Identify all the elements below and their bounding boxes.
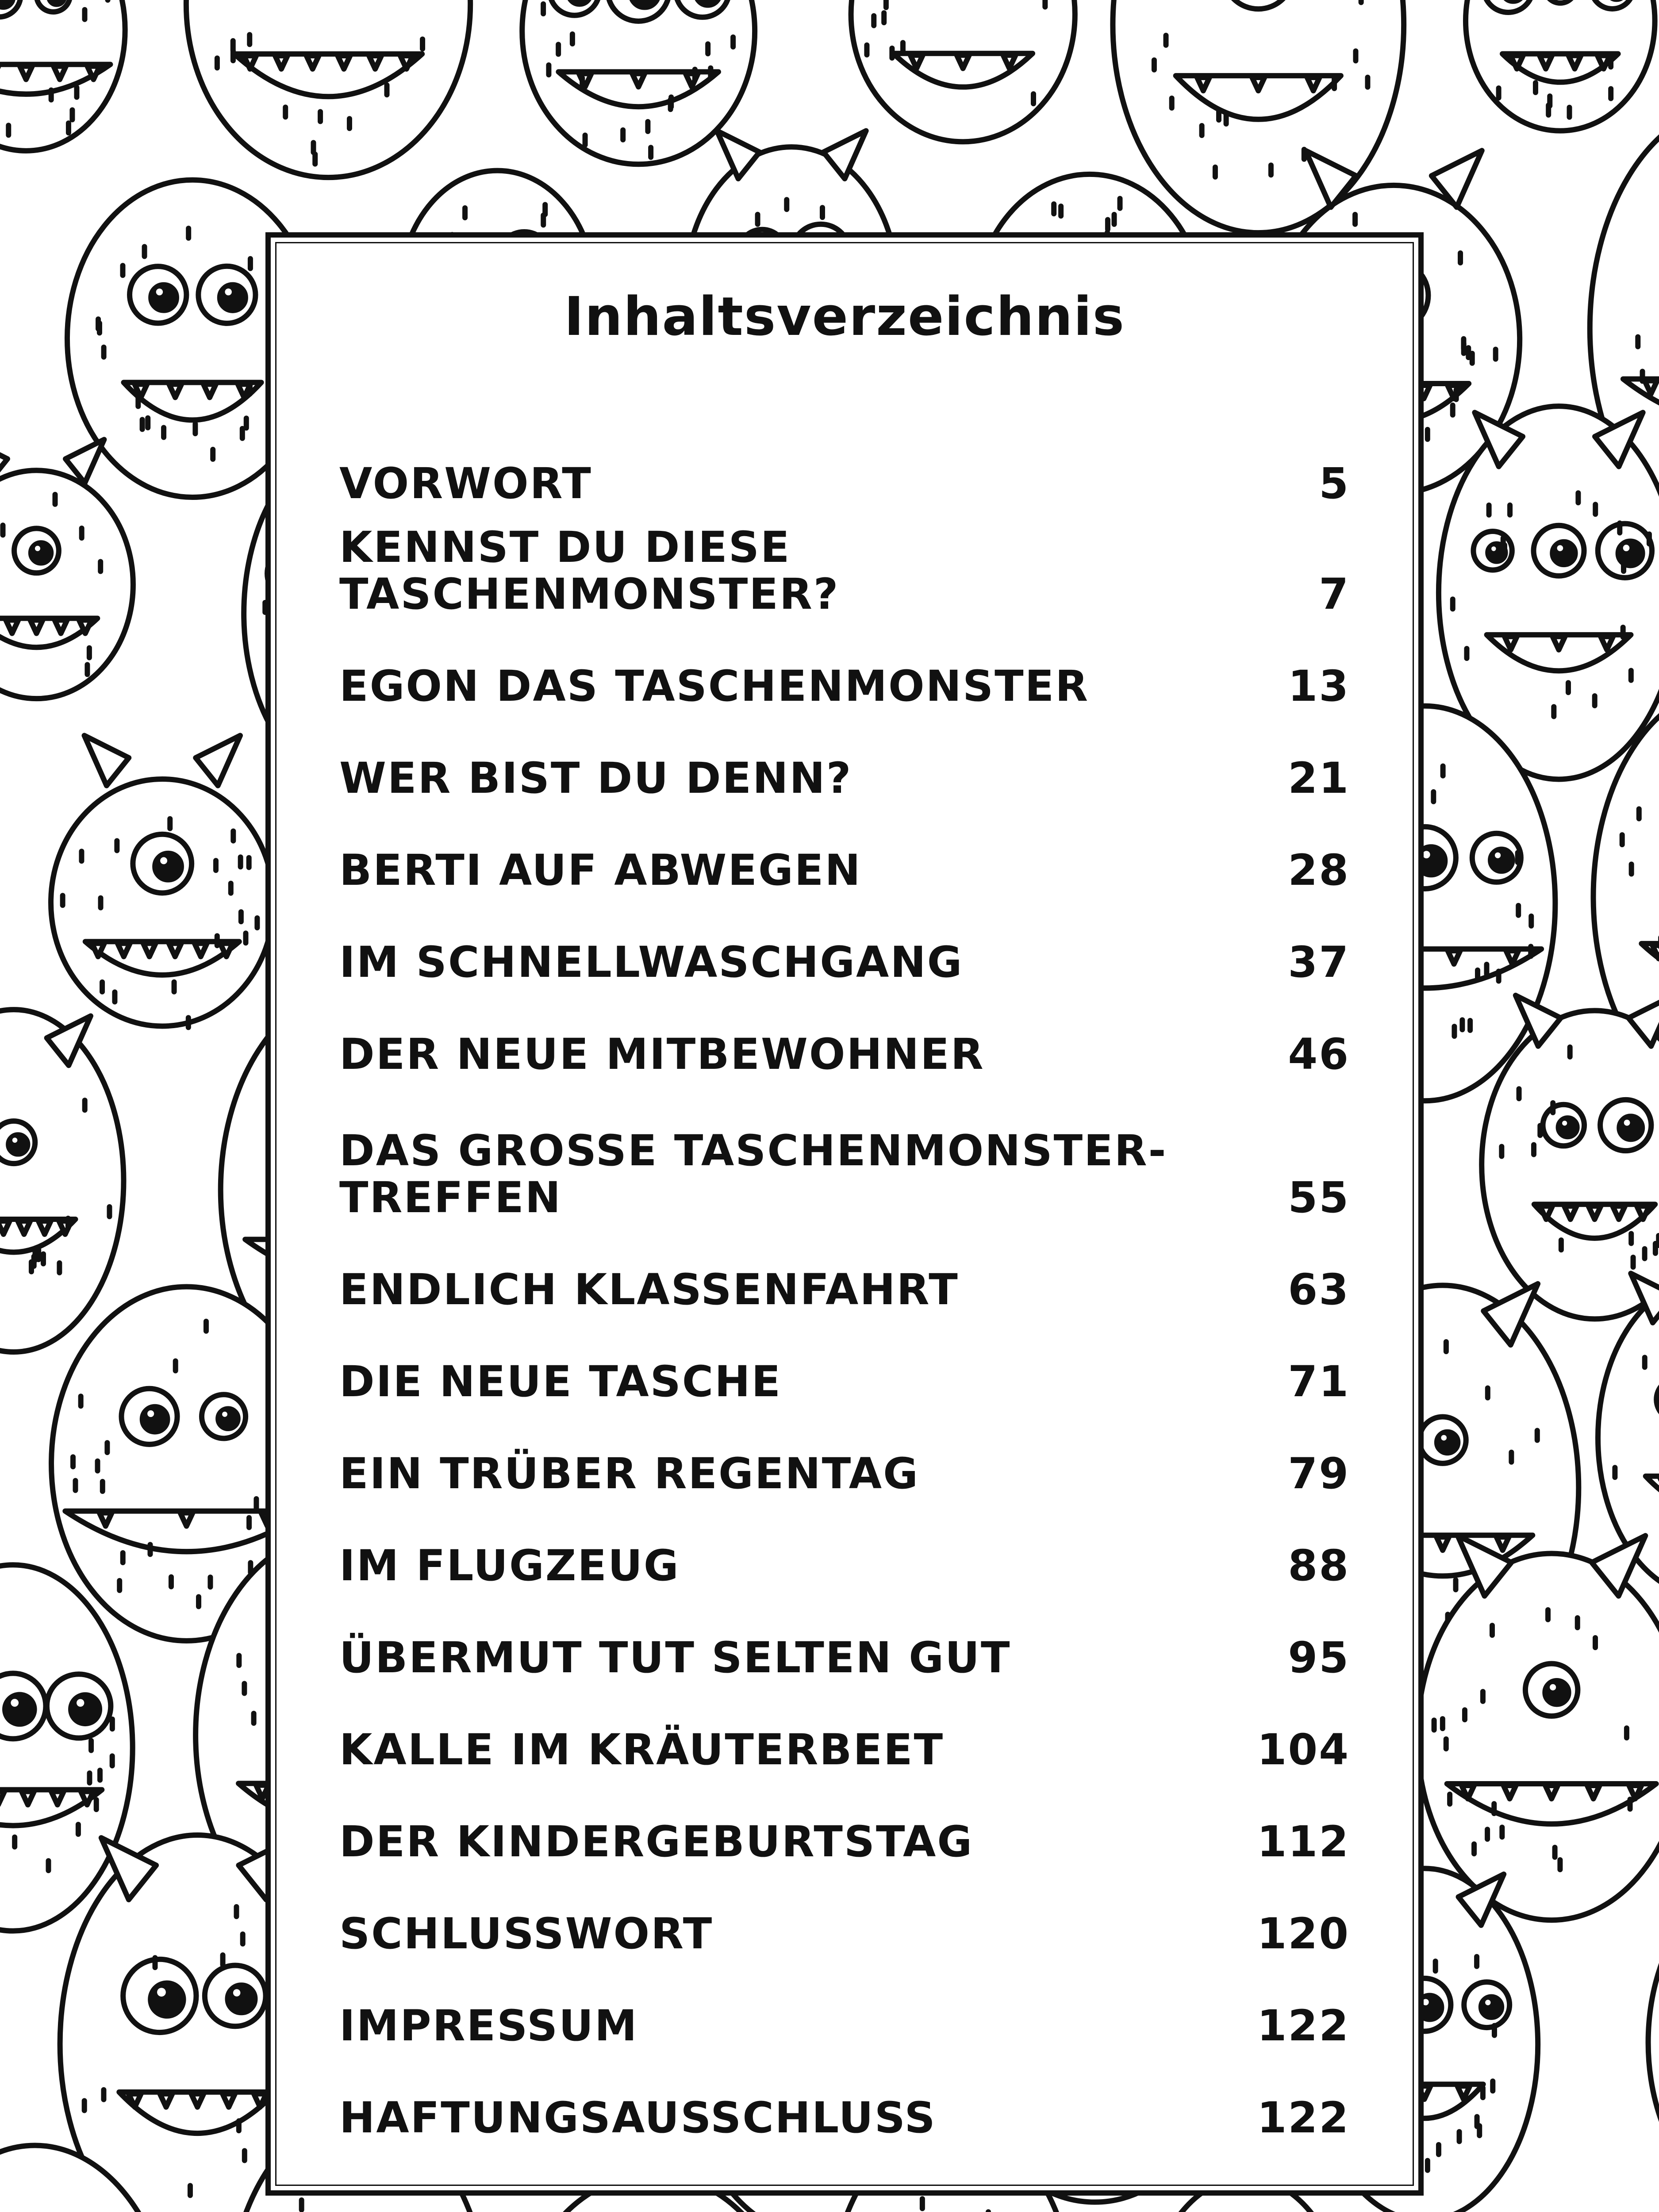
toc-list xyxy=(339,432,1350,2158)
toc-entry[interactable] xyxy=(339,910,1350,1002)
toc-page-number: 88 xyxy=(1288,1540,1350,1590)
toc-page-number: 55 xyxy=(1288,1172,1350,1222)
toc-page-number: 37 xyxy=(1288,937,1350,987)
toc-chapter-title: VORWORT xyxy=(339,459,592,509)
monster-doodle xyxy=(0,470,133,699)
toc-entry[interactable] xyxy=(339,1330,1350,1422)
toc-entry[interactable] xyxy=(339,818,1350,910)
toc-entry[interactable] xyxy=(339,524,1350,634)
toc-chapter-title: DER KINDERGEBURTSTAG xyxy=(339,1816,974,1866)
toc-page-number: 63 xyxy=(1288,1264,1350,1314)
toc-title: Inhaltsverzeichnis xyxy=(564,286,1125,348)
toc-entry[interactable] xyxy=(339,1698,1350,1790)
toc-entry[interactable] xyxy=(339,1002,1350,1094)
toc-chapter-title: DER NEUE MITBEWOHNER xyxy=(339,1029,985,1079)
toc-entry[interactable] xyxy=(339,432,1350,524)
toc-page-number: 28 xyxy=(1288,845,1350,895)
toc-page-number: 104 xyxy=(1257,1724,1350,1774)
toc-entry[interactable] xyxy=(339,726,1350,818)
toc-entry[interactable] xyxy=(339,1882,1350,1974)
toc-page-number: 112 xyxy=(1257,1816,1350,1866)
toc-entry[interactable] xyxy=(339,1514,1350,1606)
toc-chapter-title: SCHLUSSWORT xyxy=(339,1909,714,1959)
toc-page-number: 71 xyxy=(1288,1356,1350,1406)
toc-page-number: 79 xyxy=(1288,1448,1350,1498)
toc-chapter-title: KENNST DU DIESE TASCHENMONSTER? xyxy=(339,522,840,619)
toc-chapter-title: EIN TRÜBER REGENTAG xyxy=(339,1448,919,1498)
toc-entry[interactable] xyxy=(339,1790,1350,1882)
monster-doodle xyxy=(51,779,274,1026)
toc-chapter-title: EGON DAS TASCHENMONSTER xyxy=(339,661,1090,711)
toc-page-number: 7 xyxy=(1319,569,1350,619)
toc-chapter-title: KALLE IM KRÄUTERBEET xyxy=(339,1724,945,1774)
toc-entry[interactable] xyxy=(339,2066,1350,2158)
toc-chapter-title: ENDLICH KLASSENFAHRT xyxy=(339,1264,959,1314)
toc-entry[interactable] xyxy=(339,634,1350,726)
monster-doodle xyxy=(1648,1880,1659,2205)
toc-chapter-title: HAFTUNGSAUSSCHLUSS xyxy=(339,2093,937,2143)
toc-chapter-title: IM SCHNELLWASCHGANG xyxy=(339,937,964,987)
toc-entry[interactable] xyxy=(339,1974,1350,2066)
toc-page-number: 120 xyxy=(1257,1909,1350,1959)
toc-page-number: 122 xyxy=(1257,2093,1350,2143)
toc-chapter-title: IMPRESSUM xyxy=(339,2001,638,2051)
toc-chapter-title: DIE NEUE TASCHE xyxy=(339,1356,782,1406)
toc-page-number: 46 xyxy=(1288,1029,1350,1079)
toc-chapter-title: WER BIST DU DENN? xyxy=(339,753,853,803)
monster-doodle xyxy=(1417,1554,1659,1920)
toc-entry[interactable] xyxy=(339,1094,1350,1238)
toc-entry[interactable] xyxy=(339,1606,1350,1698)
toc-page-number: 13 xyxy=(1288,661,1350,711)
toc-entry[interactable] xyxy=(339,1238,1350,1330)
table-of-contents-panel xyxy=(265,232,1424,2196)
toc-page-number: 95 xyxy=(1288,1632,1350,1682)
toc-page-number: 122 xyxy=(1257,2001,1350,2051)
toc-chapter-title: ÜBERMUT TUT SELTEN GUT xyxy=(339,1632,1011,1682)
toc-entry[interactable] xyxy=(339,1422,1350,1514)
toc-chapter-title: DAS GROSSE TASCHENMONSTER-TREFFEN xyxy=(339,1126,1167,1222)
toc-chapter-title: IM FLUGZEUG xyxy=(339,1540,680,1590)
toc-chapter-title: BERTI AUF ABWEGEN xyxy=(339,845,862,895)
toc-page-number: 21 xyxy=(1288,753,1350,803)
toc-page-number: 5 xyxy=(1319,459,1350,509)
